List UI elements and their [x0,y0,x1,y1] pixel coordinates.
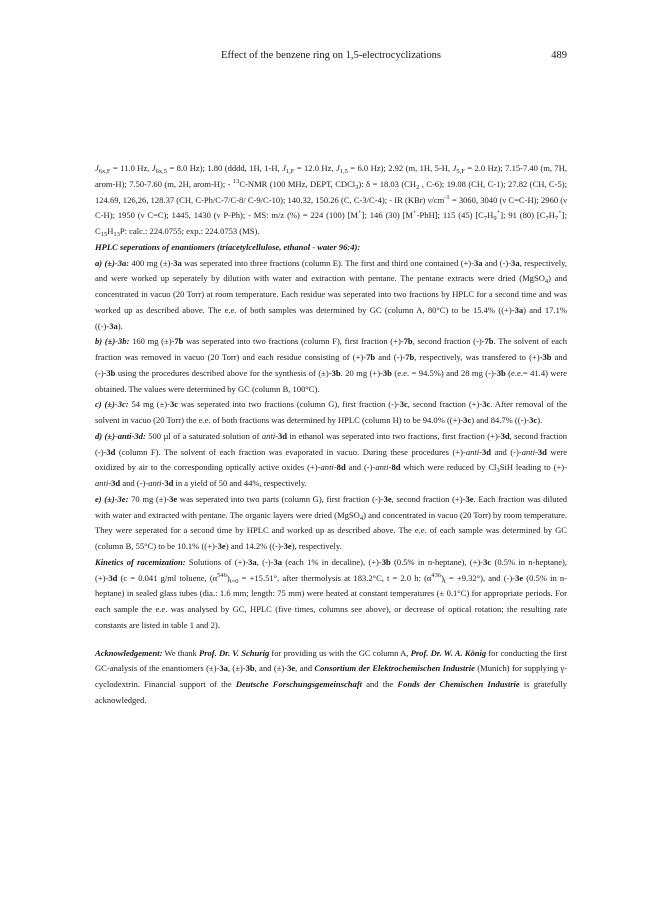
text-run: (e.e.= 41.4) were obtained. The values were determined by GC (column B, 100°C). [95,367,567,394]
text-run: 500 µl of a saturated solution of [145,430,262,441]
subscript: 9 [493,215,497,223]
text-run: 3e [287,663,296,674]
text-run: (0.5% in n-heptane) in sealed glass tubes (dia.: 1.6 mm; length: 75 mm) were heated at constant temperatures (± 0.1°C) for appropriate periods. For each sample the e.e. was analysed by GC, HPLC (five times, columns see above), or decrease of optical rotation; the resulting rate constants are listed in table 1 and 2). [95,572,567,630]
text-run: 3d [111,478,121,488]
text-run: H [487,210,494,221]
text-run: was seperated into three fractions (column E). The first and third one contained (+)- [181,257,474,268]
text-run: 3c [529,415,538,425]
paragraph-para-d [95,429,567,492]
text-run: 7b [403,336,413,347]
paragraph-nmr [95,161,567,240]
subscript: t=0 [229,577,239,585]
text-run: . The solvent of each fraction was removed in vacuo (20 Torr) and each residue consisting of (+)- [95,336,567,362]
running-title: Effect of the benzene ring on 1,5-electrocyclizations [221,50,441,61]
paragraph-para-c [95,397,567,429]
text-run: We thank [162,647,199,658]
text-run: , second fraction (+)- [391,493,466,504]
text-run: ), respectively. [291,541,342,551]
text-run: 7b [484,336,494,347]
text-run: -PhH]; 115 (45) [C [416,210,484,221]
text-run: , and (±)- [254,663,288,674]
text-run: 3c [482,399,491,410]
text-run: C-NMR (100 MHz, DEPT, CDCl [239,178,356,189]
text-run: 3c [483,556,492,567]
text-run: 3d [278,430,288,441]
text-run: Kinetics of racemization: [95,556,186,567]
text-run: = 2.0 Hz); 7.15-7.40 (m, 7H, arom-H); 7.50-7.60 (m, 2H, arom-H); - [95,163,567,189]
text-run: anti [375,462,389,473]
superscript: 546 [217,571,227,579]
text-run: = 8.0 Hz); 1.80 (dddd, 1H, 1-H, [166,163,283,173]
text-run: - [108,478,112,488]
text-run: 3e [465,493,474,504]
text-run: = 6.0 Hz); 2.92 (m, 1H, 5-H, [347,163,453,173]
text-run: , respectively, was transfered to (+)- [414,352,543,362]
text-run: 3a [474,257,483,268]
text-run: anti [148,478,162,488]
text-run: Deutsche Forschungsgemeinschaft [235,679,363,689]
text-run: was seperated into two fractions (column G), first fraction (-)- [178,399,400,410]
text-run: , respectively, and were worked up seperately by dilution with water and extraction with pentane. The pentane extracts were dried (MgSO [95,257,567,284]
text-run: Prof. Dr. W. A. König [410,647,487,658]
text-run: (c = 0.041 g/ml toluene, (α [117,572,218,583]
text-run: 3d [537,446,547,457]
subscript: 15 [100,231,108,238]
text-run: . 20 mg (+)- [340,367,383,378]
subscript: 6x,5 [155,168,167,175]
text-run: ) and concentrated in vacuo (20 Torr) by room temperature. They were seperated for a second time by HPLC and worked up as described above. The e.e. of each sample was determined by GC (column B, 55°C) to be 10.1% ((+)- [95,509,567,551]
text-run: and the [362,679,398,689]
text-run: 3d [108,572,118,583]
text-run: ). [537,415,543,425]
subscript: 13 [113,231,120,238]
text-run: ]; 91 (80) [C [500,210,546,221]
text-run: , C-6); 19.08 (CH, C-1); 27.82 (CH, C-5); 124.69, 126,26, 128.37 (CH, C-Ph/C-7/C-8/ C-9/C-10); 140.32, 150.26 (C, C-3/C-4); - IR (KBr) ν/cm [95,178,567,205]
article-body [95,161,567,709]
subscript: 1,F [285,168,295,175]
subscript: 3 [355,183,359,191]
text-run: 3b [106,367,116,378]
subscript: 3 [496,467,500,475]
superscript: + [413,209,417,217]
text-run: HPLC seperations of enantiomers (triacetylcellulose, ethanol - water 96:4): [95,241,361,252]
text-run: ) and 14.2% ((-)- [225,541,284,551]
text-run: ) and concentrated in vacuo (20 Torr) at room temperature. Each residue was seperated into two fractions by HPLC for a second time and was worked up as described above. The e.e. of both samples was determined by GC (column A, 80°C) to be 15.4% ((+)- [95,273,567,315]
text-run: ) [226,572,230,583]
superscript: -1 [444,193,450,201]
text-run: anti [95,478,109,488]
text-run: Solutions of (+)- [185,556,249,567]
text-run: was seperated into two parts (column G), first fraction (-)- [177,493,384,504]
text-run: ]; C [95,210,568,236]
text-run: 3e [283,541,292,551]
text-run: - [479,446,482,457]
paragraph-para-e [95,492,567,555]
subscript: 7 [483,215,488,223]
text-run: , second fraction (-)- [95,430,567,457]
text-run: , second fraction (-)- [412,336,485,347]
text-run: 3b [382,367,392,378]
text-run: J [335,163,340,173]
text-run: for conducting the first GC-analysis of the enantiomers (±)- [95,647,568,674]
text-run: SiH leading to (+)- [499,462,567,473]
text-run: 3c [463,415,472,425]
text-run: and (-)- [491,446,522,457]
text-run: anti [320,462,334,473]
text-run: . After removal of the solvent in vacuo (20 Torr) the e.e. of both fractions was determined by HPLC (column H) to be 94.0% ((+)- [95,399,568,425]
text-run: 7b [366,352,376,362]
text-run: P: calc.: 224.0755; exp.: 224.0753 (MS). [119,226,260,236]
text-run: e) (±)-3e: [95,493,129,504]
text-run: J [95,163,99,173]
paragraph-hplc-heading [95,240,567,256]
text-run: H [107,226,114,236]
text-run: J [151,163,156,173]
text-run: in ethanol was seperated into two fractions, first fraction (+)- [287,430,501,441]
text-run: and (-)- [95,352,567,378]
text-run: , (±)- [227,663,246,674]
text-run: 7b [174,336,184,347]
paragraph-acknowledgement [95,646,567,709]
subscript: 5,F [456,168,465,175]
text-run: 3b [245,663,255,674]
text-run: which were reduced by Cl [400,462,497,473]
text-run: - [161,478,165,488]
text-run: (each 1% in decaline), (+)- [282,556,382,567]
subscript: 4 [359,514,364,522]
text-run: (0.5% in n-heptane), (+)- [390,556,484,567]
text-run: was seperated into two fractions (column F), first fraction (+)- [183,336,404,347]
text-run: , and [295,663,315,674]
text-run: and (-)- [375,352,406,362]
text-run: 3e [217,541,226,551]
text-run: J [452,163,457,173]
text-run: 3a [173,257,182,268]
text-run: for providing us with the GC column A, [269,647,411,658]
text-run: Fonds der Chemischen Industrie [397,679,520,689]
text-run: Acknowledgement: [95,647,163,658]
paragraph-para-b [95,334,567,397]
text-run: 7b [405,352,415,362]
text-run: ). [117,320,123,331]
text-run: , second fraction (+)- [407,399,483,410]
text-run: 3b [496,367,506,378]
subscript: 6x,F [98,168,111,175]
text-run: = 11.0 Hz, [110,163,152,173]
text-run: 400 mg (±)- [129,257,174,268]
text-run: 8d [336,462,346,473]
superscript: 13 [232,177,240,185]
text-run: 3d [106,446,116,457]
text-run: 3d [481,446,491,457]
text-run: 54 mg (±)- [128,399,170,410]
text-run: = 12.0 Hz, [294,163,336,173]
text-run: 3a [273,556,283,567]
text-run: Prof. Dr. V. Schurig [198,647,270,658]
superscript: + [496,209,501,217]
text-run: 3a [514,304,524,315]
text-run: J [282,163,286,173]
text-run: Consortium der Elektrochemischen Industrie [314,663,475,674]
text-run: anti [465,446,480,457]
paragraph-gap [95,634,567,646]
superscript: + [558,209,562,217]
running-header [95,50,567,70]
text-run: . Each fraction was diluted with water and extracted with pentane. The organic layers were dried (MgSO [95,493,568,520]
text-run: (column F). The solvent of each fraction was evaporated in vacuo. During these procedures (+)- [115,446,466,457]
text-run: 3b [381,556,391,567]
text-run: ) and 17.1% ((-)- [95,304,567,331]
text-run: = +15.51°, after thermolysis at 183.2°C, t = 2.0 h: (α [238,572,432,583]
text-run: anti [521,446,536,457]
text-run: 3b [331,367,341,378]
text-run: were oxidized by air to the corresponding optically active oxides (+)- [95,446,568,473]
text-run: - [275,430,279,441]
text-run: 160 mg (±)- [129,336,175,347]
text-run: and (-)- [482,257,512,268]
text-run: and (-)- [345,462,376,473]
subscript: 7 [554,215,559,223]
superscript: 436 [431,571,442,579]
text-run: and (-)- [120,478,149,488]
text-run: 3e [169,493,178,504]
subscript: 7 [545,215,549,223]
text-run: (Munich) for supplying γ-cyclodextrin. Financial support of the [95,663,567,689]
text-run: - [535,446,538,457]
text-run: 3c [399,399,408,410]
text-run: 70 mg (±)- [128,493,170,504]
text-run: H [548,210,555,221]
text-run: 3a [219,663,228,674]
text-run: = +9.32°), and (-)- [445,572,516,583]
paragraph-para-a [95,256,567,335]
text-run: 3b [542,352,552,362]
text-run: d) (±)-anti-3d: [95,430,146,441]
text-run: 8d [391,462,401,473]
superscript: + [358,209,362,217]
paragraph-kinetics [95,555,567,634]
text-run: 3e [383,493,392,504]
subscript: 4 [544,278,549,286]
text-run: ) [441,572,445,583]
text-run: = 3060, 3040 (ν C=C-H); 2960 (ν C-H); 1950 (ν C=C); 1445, 1430 (ν P-Ph); - MS: m/z (%) = 224 (100) [M [95,194,567,221]
text-run: ) and 84.7% ((-)- [471,415,530,425]
text-run: 3a [511,257,520,268]
text-run: (0.5% in n-heptane), (+)- [95,556,567,583]
text-run: 3d [164,478,174,488]
text-run: (e.e. = 94.5%) and 28 mg (-)- [391,367,497,378]
text-run: c) (±)-3c: [95,399,129,410]
text-run: anti [261,430,276,441]
text-run: in a yield of 50 and 44%, respectively. [173,478,307,488]
text-run: is gratefully acknowledged. [95,679,567,705]
subscript: 2 [416,183,420,191]
text-run: 3a [248,556,257,567]
text-run: - [333,462,337,473]
text-run: 3e [515,572,524,583]
text-run: 3a [109,320,118,331]
page-number: 489 [551,50,567,61]
text-run: ]; 146 (30) [M [361,210,414,221]
text-run: 3d [500,430,510,441]
text-run: 3c [169,399,179,410]
text-run: - [388,462,392,473]
text-run: a) (±)-3a: [95,257,130,268]
subscript: t [444,577,446,585]
text-run: b) (±)-3b: [95,336,130,347]
text-run: ): δ = 18.03 (CH [358,178,417,189]
text-run: , (-)- [256,556,274,567]
text-run: using the procedures described above for the synthesis of (±)- [115,367,332,378]
subscript: 1,5 [339,168,348,175]
